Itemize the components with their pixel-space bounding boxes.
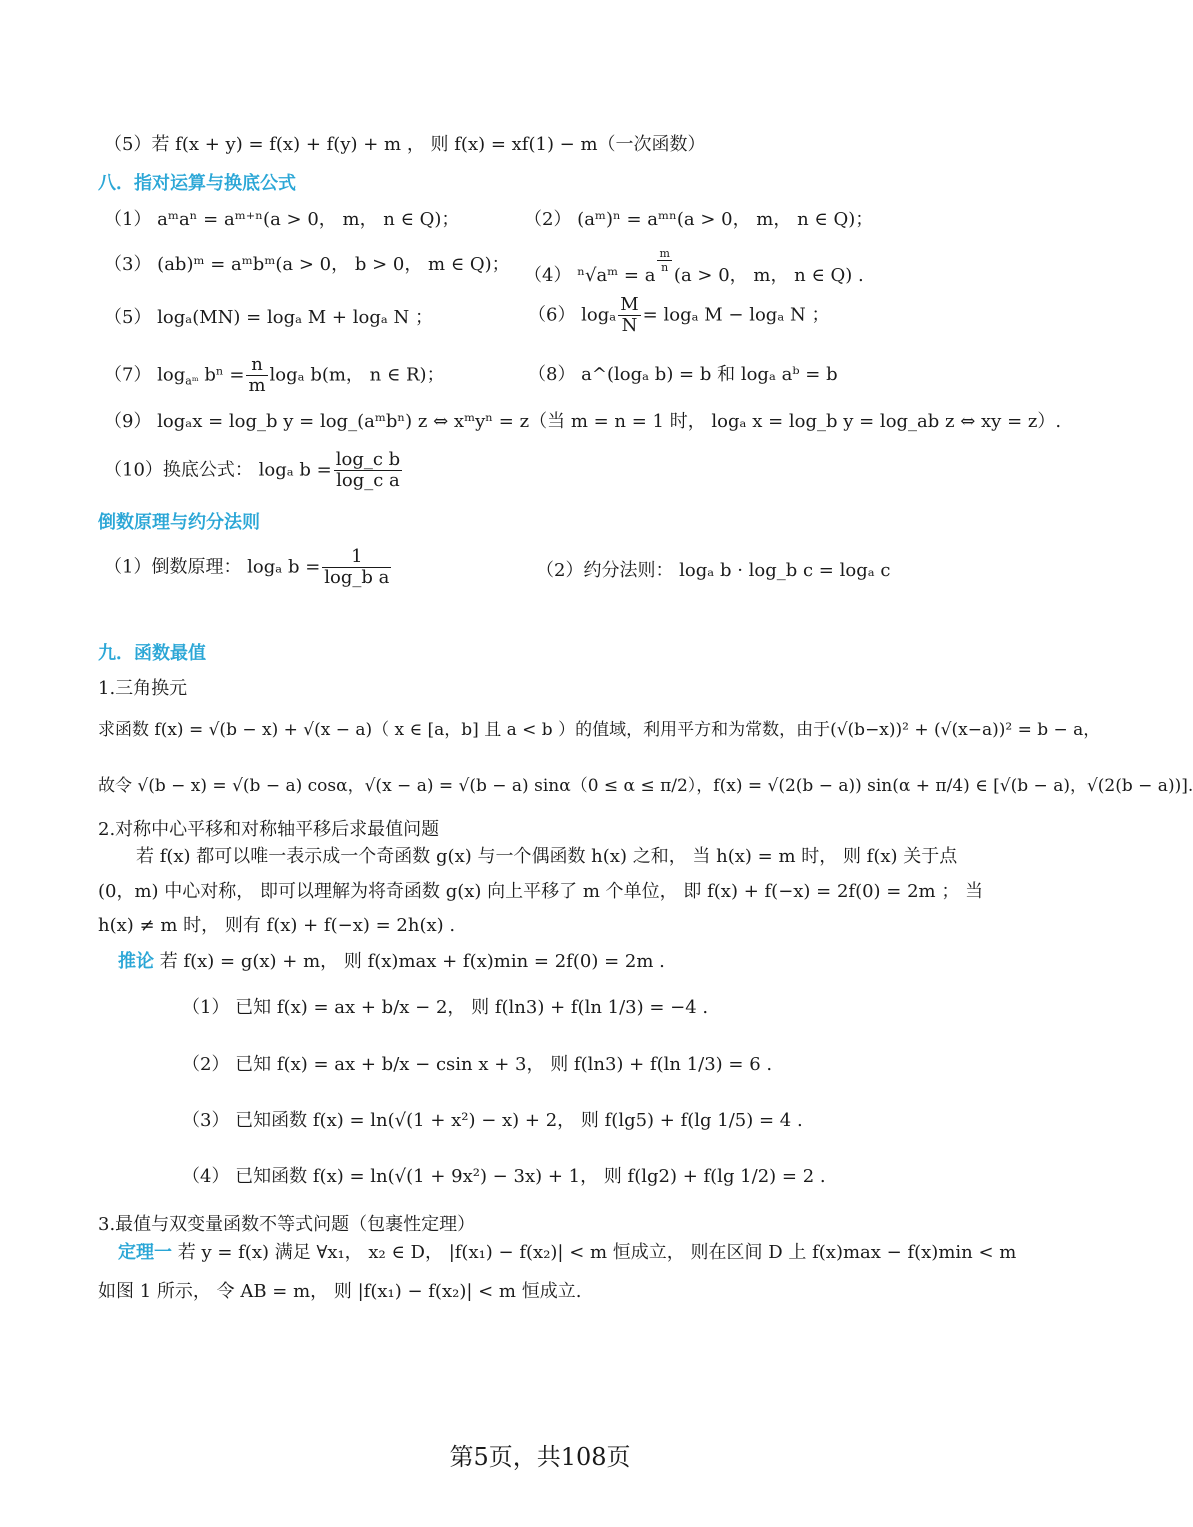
log-rule-7 [104, 356, 445, 395]
exp-rule-1: （1） aᵐaⁿ = aᵐ⁺ⁿ(a > 0， m， n ∈ Q)； [104, 209, 460, 230]
reciprocal-principle-den: log_b a [324, 567, 390, 588]
page-footer: 第5页，共108页 [449, 1443, 631, 1471]
theorem-label: 定理一 [118, 1242, 172, 1263]
log-rule-7-base: aᵐ [185, 374, 199, 388]
exp-rule-4-exp-num: m [659, 247, 670, 260]
symmetry-title: 2.对称中心平移和对称轴平移后求最值问题 [98, 819, 440, 840]
theorem-line-2: 如图 1 所示， 令 AB = m， 则 |f(x₁) − f(x₂)| < m 恒成立. [98, 1281, 582, 1302]
corollary-text: 若 f(x) = g(x) + m， 则 f(x)max + f(x)min = 2f(0) = 2m . [159, 951, 665, 972]
exp-rule-4-exponent [657, 248, 671, 273]
exp-rule-3: （3） (ab)ᵐ = aᵐbᵐ(a > 0， b > 0， m ∈ Q)； [104, 254, 510, 275]
log-rule-7-fraction [246, 356, 267, 395]
log-rule-6-den: N [621, 315, 638, 336]
symmetry-paragraph-1: 若 f(x) 都可以唯一表示成一个奇函数 g(x) 与一个偶函数 h(x) 之和， 当 h(x) = m 时， 则 f(x) 关于点 [136, 846, 958, 867]
cancellation-rule: （2）约分法则： logₐ b · log_b c = logₐ c [536, 560, 891, 581]
exp-rule-4-root: ⁿ√aᵐ = a [577, 265, 656, 286]
exp-rule-4-prefix: （4） [524, 265, 572, 286]
reciprocal-title: 倒数原理与约分法则 [98, 512, 260, 533]
log-rule-10-prefix: （10）换底公式： logₐ b = [104, 459, 332, 481]
log-rule-7-den: m [248, 375, 266, 396]
theorem-text: 若 y = f(x) 满足 ∀x₁， x₂ ∈ D， |f(x₁) − f(x₂)| < m 恒成立， 则在区间 D 上 f(x)max − f(x)min < m [177, 1242, 1017, 1263]
reciprocal-principle-fraction [322, 548, 391, 587]
exp-rule-2: （2） (aᵐ)ⁿ = aᵐⁿ(a > 0， m， n ∈ Q)； [524, 209, 874, 230]
log-rule-10-change-of-base [104, 451, 404, 490]
item-5-linear-function: （5）若 f(x + y) = f(x) + f(y) + m ， 则 f(x) = xf(1) − m（一次函数） [104, 134, 706, 155]
log-rule-9: （9） logₐx = log_b y = log_(aᵐbⁿ) z ⇔ xᵐyⁿ = z（当 m = n = 1 时， logₐ x = log_b y = log_ab z ⇔ xy = z）. [104, 411, 1062, 432]
log-rule-10-fraction [334, 451, 402, 490]
log-rule-7-prefix: （7） log [104, 364, 186, 386]
reciprocal-principle-num: 1 [322, 548, 391, 568]
exp-rule-4 [524, 248, 864, 285]
reciprocal-principle-prefix: （1）倒数原理： logₐ b = [104, 556, 321, 578]
section-8-title: 八．指对运算与换底公式 [98, 173, 296, 194]
example-4: （4） 已知函数 f(x) = ln(√(1 + 9x²) − 3x) + 1， 则 f(lg2) + f(lg 1/2) = 2 . [182, 1166, 826, 1187]
log-rule-6 [528, 296, 829, 335]
exp-rule-4-exp-den: n [661, 261, 669, 274]
example-3: （3） 已知函数 f(x) = ln(√(1 + x²) − x) + 2， 则 f(lg5) + f(lg 1/5) = 4 . [182, 1110, 803, 1131]
example-1: （1） 已知 f(x) = ax + b/x − 2， 则 f(ln3) + f(ln 1/3) = −4 . [182, 997, 709, 1018]
log-rule-10-num: log_c b [335, 449, 401, 470]
trig-substitution-line-1: 求函数 f(x) = √(b − x) + √(x − a)（ x ∈ [a，b] 且 a < b ）的值域，利用平方和为常数，由于(√(b−x))² + (√(x−a))² = b − a， [98, 720, 1101, 740]
inequality-title: 3.最值与双变量函数不等式问题（包裹性定理） [98, 1214, 476, 1235]
symmetry-paragraph-2: (0，m) 中心对称， 即可以理解为将奇函数 g(x) 向上平移了 m 个单位， 即 f(x) + f(−x) = 2f(0) = 2m ； 当 [98, 881, 984, 902]
log-rule-8: （8） a^(logₐ b) = b 和 logₐ aᵇ = b [528, 364, 838, 385]
log-rule-6-fraction [618, 296, 640, 335]
log-rule-7-suffix: logₐ b(m， n ∈ R)； [269, 364, 445, 386]
log-rule-6-num: M [620, 294, 639, 315]
theorem-one [118, 1244, 1016, 1262]
exp-rule-4-suffix: (a > 0， m， n ∈ Q) . [673, 265, 864, 286]
log-rule-6-prefix: （6） logₐ [528, 304, 617, 326]
trig-substitution-title: 1.三角换元 [98, 678, 188, 699]
symmetry-paragraph-3: h(x) ≠ m 时， 则有 f(x) + f(−x) = 2h(x) . [98, 915, 456, 936]
corollary [118, 953, 665, 971]
log-rule-10-den: log_c a [336, 470, 400, 491]
log-rule-7-num: n [246, 356, 267, 376]
log-rule-6-suffix: = logₐ M − logₐ N ； [642, 304, 830, 326]
reciprocal-principle [104, 548, 393, 587]
example-2: （2） 已知 f(x) = ax + b/x − csin x + 3， 则 f(ln3) + f(ln 1/3) = 6 . [182, 1054, 773, 1075]
trig-substitution-line-2: 故令 √(b − x) = √(b − a) cosα，√(x − a) = √(b − a) sinα（0 ≤ α ≤ π/2），f(x) = √(2(b − a)) sin(α + π/4) ∈ [√(b − a)，√(2(b − a))]. [98, 776, 1193, 796]
section-9-title: 九．函数最值 [98, 643, 206, 664]
corollary-label: 推论 [118, 951, 154, 972]
log-rule-7-mid: bⁿ = [198, 364, 245, 386]
log-rule-5: （5） logₐ(MN) = logₐ M + logₐ N ； [104, 307, 433, 328]
